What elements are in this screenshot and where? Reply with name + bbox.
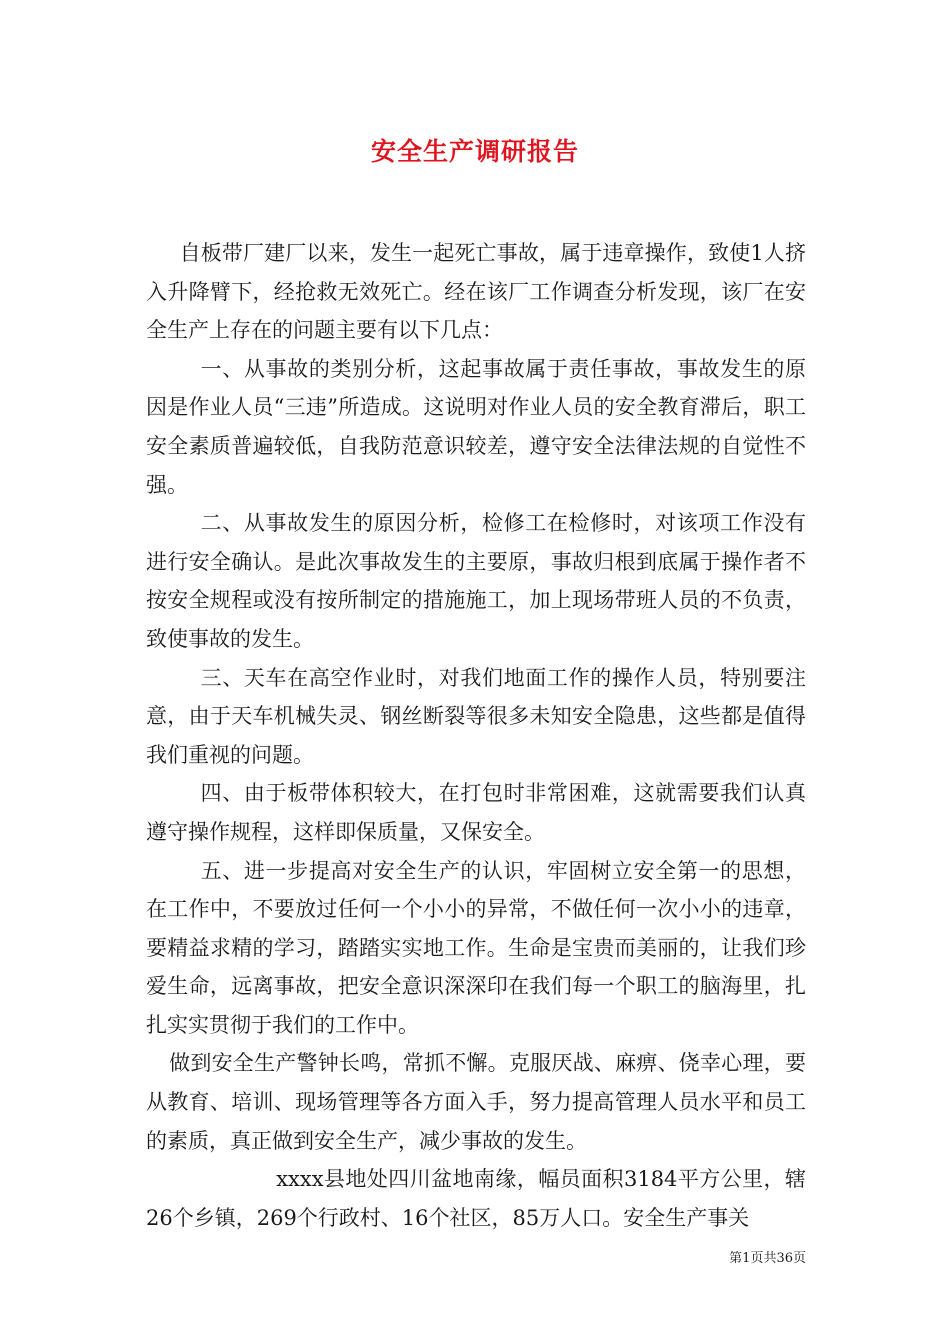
page-number-footer: 第1页共36页 <box>729 1251 806 1266</box>
paragraph-county-intro: xxxx县地处四川盆地南缘，幅员面积3184平方公里，辖26个乡镇，269个行政村、16个社区，85万人口。安全生产事关 <box>146 1167 806 1230</box>
document-title: 安全生产调研报告 <box>370 137 579 166</box>
paragraph-point-1: 一、从事故的类别分析，这起事故属于责任事故，事故发生的原因是作业人员“三违”所造成。这说明对作业人员的安全教育滞后，职工安全素质普遍较低，自我防范意识较差，遵守安全法律法规的自觉性不强。 <box>146 356 806 497</box>
paragraph-point-5: 五、进一步提高对安全生产的认识，牢固树立安全第一的思想，在工作中，不要放过任何一个小小的异常，不做任何一次小小的违章，要精益求精的学习，踏踏实实地工作。生命是宝贵而美丽的，让我们珍爱生命，远离事故，把安全意识深深印在我们每一个职工的脑海里，扎扎实实贯彻于我们的工作中。 <box>146 858 806 1037</box>
paragraph-point-2: 二、从事故发生的原因分析，检修工在检修时，对该项工作没有进行安全确认。是此次事故发生的主要原，事故归根到底属于操作者不按安全规程或没有按所制定的措施施工，加上现场带班人员的不负责，致使事故的发生。 <box>146 511 806 651</box>
document-body <box>146 234 806 1237</box>
paragraph-point-4: 四、由于板带体积较大，在打包时非常困难，这就需要我们认真遵守操作规程，这样即保质量，又保安全。 <box>146 781 806 844</box>
paragraph-intro: 自板带厂建厂以来，发生一起死亡事故，属于违章操作，致使1人挤入升降臂下，经抢救无效死亡。经在该厂工作调查分析发现，该厂在安全生产上存在的问题主要有以下几点： <box>146 241 806 343</box>
paragraph-summary: 做到安全生产警钟长鸣，常抓不懈。克服厌战、麻痹、侥幸心理，要从教育、培训、现场管理等各方面入手，努力提高管理人员水平和员工的素质，真正做到安全生产，减少事故的发生。 <box>146 1051 806 1153</box>
paragraph-point-3: 三、天车在高空作业时，对我们地面工作的操作人员，特别要注意，由于天车机械失灵、钢丝断裂等很多未知安全隐患，这些都是值得我们重视的问题。 <box>146 665 806 767</box>
